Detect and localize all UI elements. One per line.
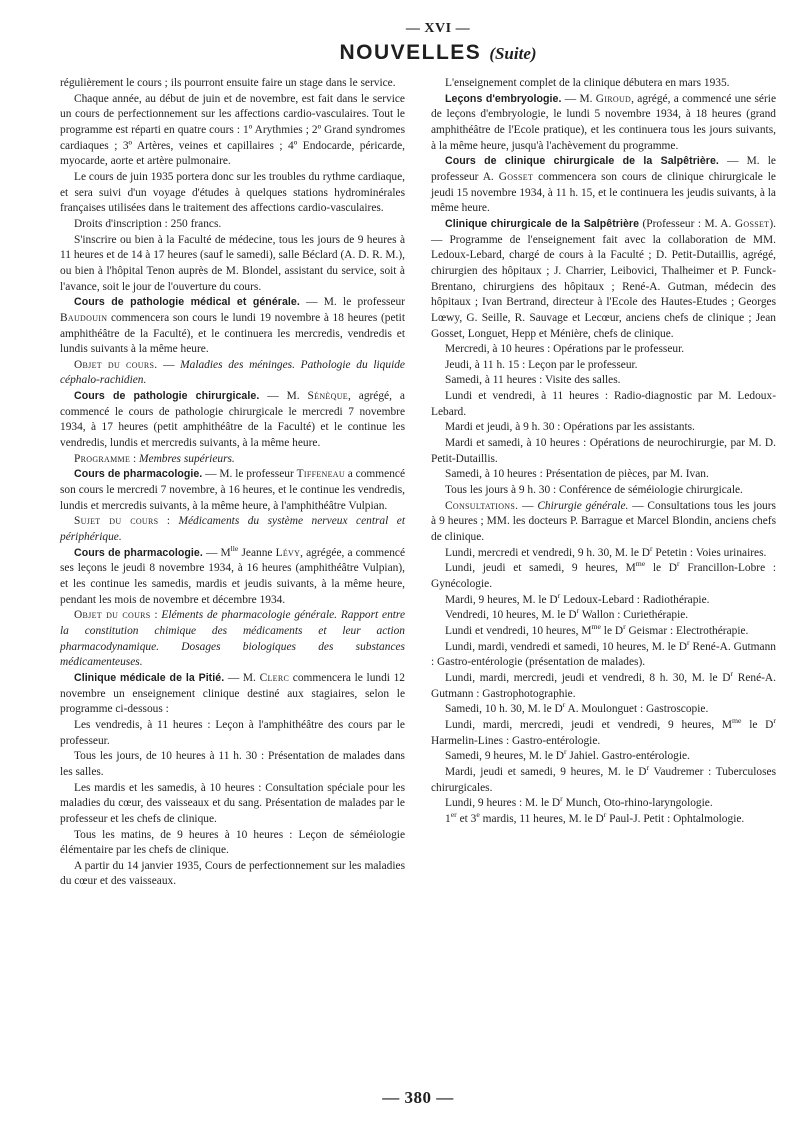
section-heading: Cours de pharmacologie. — [74, 468, 203, 481]
text-run: A partir du 14 janvier 1935, Cours de perfectionnement sur les maladies du cœur et des vaisseaux. — [60, 859, 405, 888]
paragraph — [431, 561, 776, 592]
section-heading: Leçons d'embryologie. — [445, 92, 562, 105]
text-run: Mercredi, à 10 heures : Opérations par le professeur. — [445, 343, 685, 356]
text-run: r — [649, 543, 653, 553]
paragraph — [431, 624, 776, 640]
text-run: ). — Programme de l'enseignement fait avec la collaboration de MM. Ledoux-Lebard, chargé de cours à la Faculté ; D. Petit-Dutaillis, agrégé, chirurgien des hôpitaux ; J. Charrier, Leibovici, Thalheimer et P. Funck-Brentano, chirurgiens des hôpitaux ; René-A. Gutman, médecin des hôpitaux ; Ivan Bertrand, directeur à l'Ecole des Hautes-Etudes ; Georges Lœwy, G. Seille, R. Sauvage et Lecœur, anciens chefs de clinique ; Jean Gosset, Longuet, Hepp et Ménière, chefs de clinique. — [431, 217, 776, 340]
text-run: me — [731, 716, 742, 726]
paragraph — [60, 828, 405, 859]
text-run: Tous les jours à 9 h. 30 : Conférence de séméiologie chirurgicale. — [445, 484, 743, 497]
section-title: NOUVELLES — [339, 41, 482, 64]
paragraph — [431, 718, 776, 749]
text-run: a commencé son cours le mercredi 7 novembre, à 16 heures, et le continue les vendredis, lundis et mercredis suivants, à la même heure, à l'amphithéâtre Vulpian. — [60, 468, 406, 512]
text-run: Chirurgie générale. — [537, 499, 629, 512]
text-run: — — [518, 499, 538, 512]
text-run: — M — [202, 546, 231, 559]
text-run: Droits d'inscription : 250 francs. — [74, 217, 222, 230]
text-run: René-A. Gutmann : Gastrophotographie. — [431, 671, 776, 700]
text-run: commencera son cours de clinique chirurgicale le jeudi 15 novembre 1934, à 11 h. 15, et le continuera les jeudis suivants, à la même heure. — [431, 170, 776, 215]
text-run: Ledoux-Lebard : Radiothérapie. — [560, 593, 710, 606]
paragraph — [431, 76, 776, 92]
text-run: — M. le professeur — [202, 468, 297, 481]
text-run: Programme — [74, 452, 131, 465]
paragraph — [60, 749, 405, 780]
text-run: Gosset — [498, 170, 534, 183]
text-run: Paul-J. Petit : Ophtalmologie. — [606, 812, 745, 825]
paragraph — [431, 389, 776, 420]
text-run: Francillon-Lobre : Gynécologie. — [431, 562, 777, 590]
text-run: , agrégé, a commencé le cours de pathologie chirurgicale le mercredi 7 novembre 1934, à 17 heures (petit amphithéâtre de la Faculté) et le continue les vendredis, lundis et mercredis suivants, à la même heure. — [60, 390, 405, 450]
paragraph — [431, 467, 776, 483]
paragraph — [60, 608, 405, 671]
text-run: Samedi, 10 h. 30, M. le D — [445, 703, 563, 716]
paragraph — [431, 543, 776, 562]
text-run: r — [730, 669, 734, 679]
paragraph — [60, 467, 405, 514]
text-run: Membres supérieurs. — [139, 452, 235, 465]
text-run: Le cours de juin 1935 portera donc sur les troubles du rythme cardiaque, et sera suivi d'un voyage d'études à quelques stations hydrominérales françaises utilisées dans le traitement des affections cardio-vasculaires. — [60, 170, 405, 215]
text-run: Eléments de pharmacologie générale. Rapport entre la constitution chimique des médicaments et leur action pharmacodynamique. Dosages biologiques des substances médicamenteuses. — [60, 609, 405, 669]
paragraph — [431, 702, 776, 718]
paragraph — [431, 499, 776, 546]
paragraph — [431, 436, 776, 467]
text-run: commencera le lundi 12 novembre un enseignement clinique destiné aux stagiaires, selon le programme ci-dessous : — [60, 671, 405, 716]
paragraph — [431, 608, 776, 624]
text-run: — M. — [259, 390, 308, 403]
paragraph — [60, 671, 405, 718]
text-run: Clerc — [259, 671, 290, 684]
text-run: : — [158, 515, 179, 528]
roman-folio: — XVI — — [405, 21, 471, 36]
text-run: , agrégée, a commencé ses leçons le jeudi 8 novembre 1934, à 16 heures (amphithéâtre Vulpian), et les continue les samedis, mardis et jeudis suivants, à la même heure, pendant les mois de novembre et décembre 1934. — [60, 546, 405, 606]
text-run: me — [591, 622, 601, 632]
text-run: Gosset — [734, 217, 770, 230]
paragraph — [431, 765, 776, 796]
text-run: Petetin : Voies urinaires. — [652, 546, 767, 559]
text-run: Lundi, jeudi et samedi, 9 heures, M — [445, 562, 636, 575]
text-run: Mardi et jeudi, à 9 h. 30 : Opérations par les assistants. — [445, 421, 695, 434]
text-run: mardis, 11 heures, M. le D — [479, 812, 604, 825]
text-run: — M. — [561, 92, 596, 105]
text-run: — M. — [224, 671, 260, 684]
text-run: e — [476, 810, 480, 820]
text-run: le D — [741, 718, 774, 731]
paragraph — [60, 514, 405, 545]
text-run: commencera son cours le lundi 19 novembre à 18 heures (petit amphithéâtre de la Faculté), et le continuera les mercredis, vendredis et lundis suivants à la même heure. — [60, 311, 405, 356]
paragraph — [431, 483, 776, 499]
text-run: le D — [600, 624, 624, 637]
text-run: me — [635, 559, 646, 569]
text-run: r — [677, 559, 680, 569]
text-run: — M. le professeur A. — [431, 155, 776, 183]
text-run: Lundi, mardi, vendredi et samedi, 10 heures, M. le D — [445, 640, 687, 653]
text-run: Consultations. — [445, 499, 519, 512]
text-run: Mardi, 9 heures, M. le D — [445, 593, 558, 606]
section-heading: Cours de pathologie chirurgicale. — [74, 390, 260, 403]
text-run: Lundi, 9 heures : M. le D — [445, 797, 561, 810]
text-run: L'enseignement complet de la clinique débutera en mars 1935. — [445, 77, 730, 89]
text-run: Harmelin-Lines : Gastro-entérologie. — [431, 734, 601, 747]
text-run: r — [563, 747, 567, 757]
text-run: Vendredi, 10 heures, M. le D — [445, 609, 577, 622]
text-run: Mardi, jeudi et samedi, 9 heures, M. le D — [445, 765, 647, 778]
paragraph — [60, 452, 405, 468]
text-run: Samedi, 9 heures, M. le D — [445, 750, 564, 763]
text-run: r — [560, 794, 563, 804]
text-run: A. Moulonguet : Gastroscopie. — [565, 703, 709, 716]
text-run: r — [603, 810, 607, 820]
text-run: Samedi, à 11 heures : Visite des salles. — [445, 374, 621, 387]
text-run: r — [557, 590, 561, 600]
text-run: — Consultations tous les jours à 9 heures ; MM. les docteurs P. Barrague et Marcel Blondin, anciens chefs de clinique. — [431, 499, 776, 544]
text-run: Objet du cours. — [74, 358, 158, 371]
text-run: Samedi, à 10 heures : Présentation de pièces, par M. Ivan. — [445, 468, 709, 481]
text-run: r — [686, 637, 690, 647]
text-run: Lundi, mardi, mercredi, jeudi et vendredi, 9 heures, M — [445, 718, 732, 731]
two-column-body — [60, 76, 776, 890]
right-column — [431, 76, 776, 890]
text-run: r — [562, 700, 566, 710]
paragraph — [60, 76, 405, 92]
text-run: 1 — [445, 812, 451, 825]
paragraph — [60, 170, 405, 217]
text-run: r — [773, 716, 776, 726]
section-heading: Cours de clinique chirurgicale de la Salpêtrière. — [445, 155, 719, 168]
paragraph — [60, 233, 405, 296]
section-heading: Cours de pathologie médical et générale. — [74, 296, 300, 309]
text-run: Maladies des méninges. Pathologie du liquide céphalo-rachidien. — [60, 358, 405, 387]
text-run: Sujet du cours — [74, 515, 159, 528]
text-run: Vaudremer : Tuberculoses chirurgicales. — [431, 765, 776, 794]
text-run: Les mardis et les samedis, à 10 heures : Consultation spéciale pour les maladies du cœur, des vaisseaux et du sang. Présentation de malades par le professeur et les chefs de clinique. — [60, 781, 405, 825]
text-run: Baudouin — [60, 311, 108, 324]
text-run: Jeanne — [238, 546, 276, 559]
paragraph — [60, 389, 405, 452]
paragraph — [431, 671, 776, 702]
paragraph — [431, 420, 776, 436]
text-run: Jeudi, à 11 h. 15 : Leçon par le professeur. — [445, 358, 638, 371]
text-run: Lundi, mercredi et vendredi, 9 h. 30, M. le D — [445, 546, 650, 559]
section-heading: Cours de pharmacologie. — [74, 546, 203, 559]
text-run: Médicaments du système nerveux central et périphérique. — [60, 515, 405, 544]
text-run: Lundi et vendredi, 10 heures, M — [445, 624, 592, 637]
running-head — [100, 38, 776, 68]
text-run: Tous les jours, de 10 heures à 11 h. 30 : Présentation de malades dans les salles. — [60, 750, 405, 778]
left-column — [60, 76, 405, 890]
text-run: S'inscrire ou bien à la Faculté de médecine, tous les jours de 9 heures à 11 heures et de 14 à 17 heures (sauf le samedi), salle Béclard (A. D. R. M.), ou bien à l'hôpital Tenon auprès de M. Blondel, assistant du service, soit à l'avance, soit le jour de l'ouverture du cours. — [60, 233, 405, 293]
text-run: Lundi, mardi, mercredi, jeudi et vendredi, 8 h. 30, M. le D — [445, 671, 731, 684]
text-run: et 3 — [456, 812, 477, 825]
paragraph — [60, 295, 405, 358]
paragraph — [431, 590, 776, 609]
paragraph — [60, 543, 405, 609]
paragraph — [431, 342, 776, 358]
page-number: — 380 — — [382, 1088, 454, 1107]
text-run: : — [130, 452, 140, 465]
paragraph — [60, 781, 405, 828]
text-run: Wallon : Curiethérapie. — [579, 609, 689, 622]
section-heading: Clinique chirurgicale de la Salpêtrière — [445, 217, 640, 230]
text-run: Jahiel. Gastro-entérologie. — [566, 750, 690, 763]
text-run: Sénèque — [307, 390, 348, 403]
paragraph — [60, 718, 405, 749]
paragraph — [431, 92, 776, 155]
text-run: er — [450, 810, 457, 820]
paragraph — [60, 859, 405, 890]
paragraph — [431, 812, 776, 828]
text-run: Chaque année, au début de juin et de novembre, est fait dans le service un cours de perfectionnement sur les affections cardio-vasculaires. Tout le programme est réparti en quatre cours : 1º Arythmies ; 2º Grand syndromes cardiaques ; 3º Artères, veines et capillaires ; 4º Endocarde, péricarde, myocarde, aorte et artère pulmonaire. — [60, 92, 405, 168]
text-run: — — [157, 358, 181, 371]
text-run: (Professeur : M. A. — [639, 217, 735, 230]
paragraph — [431, 154, 776, 217]
text-run: Giroud — [595, 92, 632, 105]
text-run: régulièrement le cours ; ils pourront ensuite faire un stage dans le service. — [60, 77, 396, 89]
text-run: le D — [645, 562, 678, 575]
text-run: Les vendredis, à 11 heures : Leçon à l'amphithéâtre des cours par le professeur. — [60, 718, 405, 747]
paragraph — [431, 217, 776, 342]
section-heading: Clinique médicale de la Pitié. — [74, 671, 225, 684]
paragraph — [431, 373, 776, 389]
text-run: Tous les matins, de 9 heures à 10 heures : Leçon de séméiologie élémentaire par les chefs de clinique. — [60, 828, 405, 857]
text-run: Munch, Oto-rhino-laryngologie. — [562, 797, 713, 810]
text-run: r — [646, 763, 650, 773]
text-run: Tiffeneau — [296, 468, 345, 481]
text-run: Mardi et samedi, à 10 heures : Opérations de neurochirurgie, par M. D. Petit-Dutaillis. — [431, 437, 776, 465]
paragraph — [60, 92, 405, 170]
paragraph — [60, 358, 405, 389]
text-run: : — [150, 609, 162, 622]
text-run: René-A. Gutmann : Gastro-entérologie (présentation de malades). — [431, 640, 776, 669]
text-run: , agrégé, a commencé une série de leçons d'embryologie, le lundi 5 novembre 1934, à 18 heures (grand amphithéâtre de l'Ecole pratique), et les continuera tous les jours suivants, à la même heure, jusqu'à l'achèvement du programme. — [431, 92, 776, 152]
paragraph — [431, 749, 776, 765]
text-run: r — [576, 606, 580, 616]
text-run: lle — [230, 543, 239, 553]
paragraph — [60, 217, 405, 233]
paragraph — [431, 358, 776, 374]
paragraph — [431, 637, 776, 671]
section-subtitle: (Suite) — [489, 44, 537, 63]
text-run: Lévy — [275, 546, 301, 559]
text-run: Lundi et vendredi, à 11 heures : Radio-diagnostic par M. Ledoux-Lebard. — [431, 390, 776, 418]
text-run: r — [623, 622, 626, 632]
text-run: Objet du cours — [74, 609, 151, 622]
text-run: — M. le professeur — [299, 296, 405, 309]
text-run: Geismar : Electrothérapie. — [625, 624, 749, 637]
